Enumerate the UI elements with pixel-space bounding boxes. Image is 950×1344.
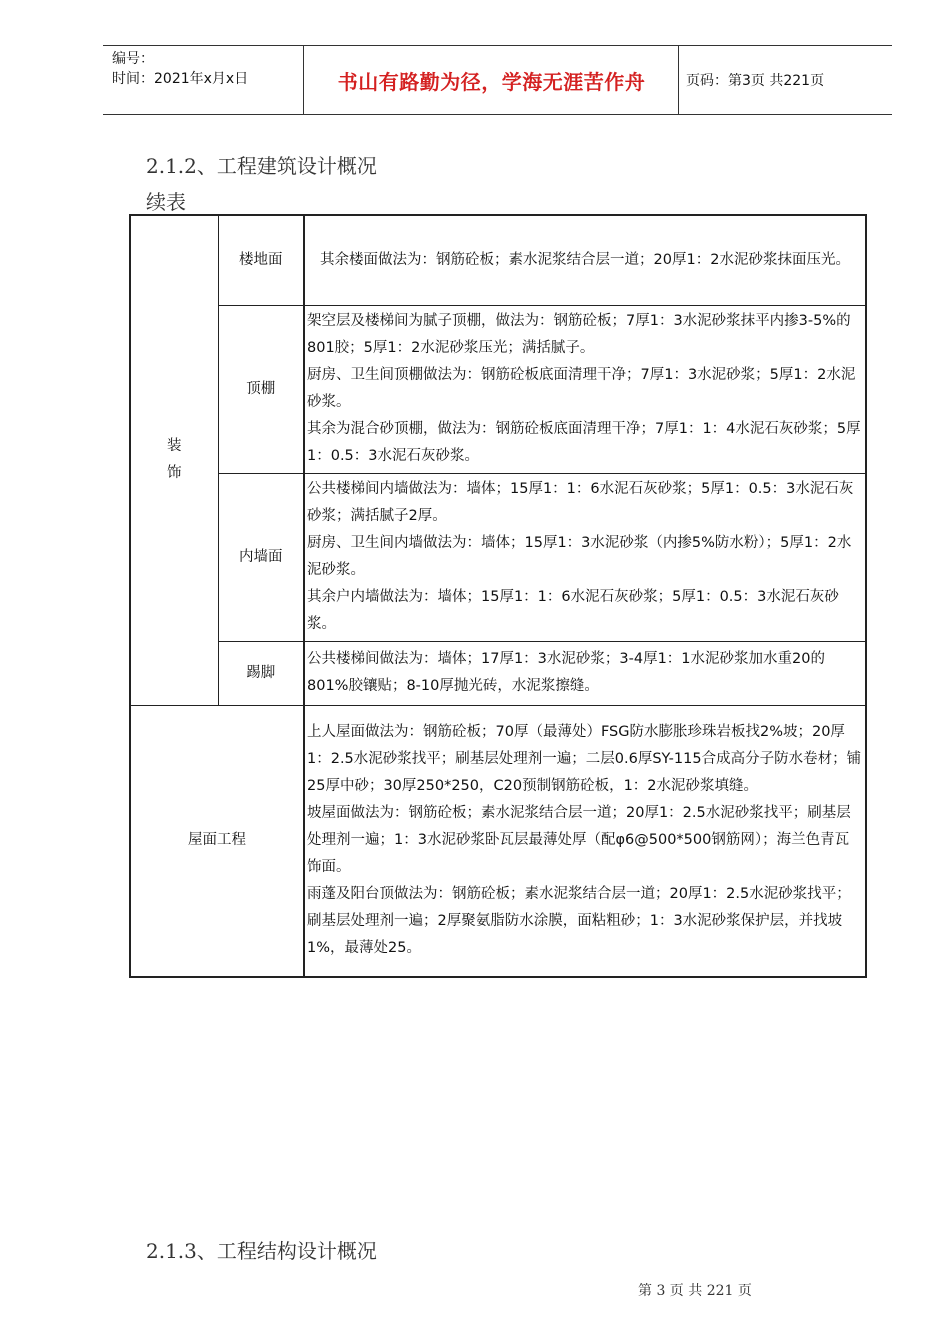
content-paragraph: 厨房、卫生间顶棚做法为：钢筋砼板底面清理干净；7厚1：3水泥砂浆；5厚1：2水泥砂浆。 xyxy=(307,367,856,410)
table-row xyxy=(130,305,866,473)
row-content xyxy=(304,641,866,705)
content-paragraph: 公共楼梯间做法为：墙体；17厚1：3水泥砂浆；3-4厚1：1水泥砂浆加水重20的801%胶镶贴；8-10厚抛光砖，水泥浆擦缝。 xyxy=(307,651,825,694)
continued-label: 续表 xyxy=(146,190,186,214)
row-content xyxy=(304,473,866,641)
content-paragraph: 公共楼梯间内墙做法为：墙体；15厚1：1：6水泥石灰砂浆；5厚1：0.5：3水泥石灰砂浆；满括腻子2厚。 xyxy=(307,481,854,524)
section-title-2-1-3: 2.1.3、工程结构设计概况 xyxy=(146,1239,377,1263)
row-label: 内墙面 xyxy=(218,473,304,641)
table-row xyxy=(130,705,866,977)
row-content xyxy=(304,705,866,977)
content-paragraph: 坡屋面做法为：钢筋砼板；素水泥浆结合层一道；20厚1：2.5水泥砂浆找平；刷基层处理剂一遍；1：3水泥砂浆卧瓦层最薄处厚（配φ6@500*500钢筋网）；海兰色青瓦饰面。 xyxy=(307,805,851,876)
row-label: 楼地面 xyxy=(218,215,304,305)
content-paragraph: 其余户内墙做法为：墙体；15厚1：1：6水泥石灰砂浆；5厚1：0.5：3水泥石灰砂浆。 xyxy=(307,589,839,632)
header-divider xyxy=(678,46,679,114)
architecture-table xyxy=(129,214,867,978)
header-motto: 书山有路勤为径，学海无涯苦作舟 xyxy=(337,69,646,94)
content-paragraph: 其余为混合砂顶棚，做法为：钢筋砼板底面清理干净；7厚1：1：4水泥石灰砂浆；5厚1：0.5：3水泥石灰砂浆。 xyxy=(307,421,861,464)
section-title-2-1-2: 2.1.2、工程建筑设计概况 xyxy=(146,154,377,178)
time-label: 时间：2021年x月x日 xyxy=(112,71,249,87)
content-paragraph: 架空层及楼梯间为腻子顶棚，做法为：钢筋砼板；7厚1：3水泥砂浆抹平内掺3-5%的801胶；5厚1：2水泥砂浆压光；满括腻子。 xyxy=(307,313,851,356)
page-header xyxy=(103,45,892,115)
row-content xyxy=(304,215,866,305)
table-row xyxy=(130,215,866,305)
content-paragraph: 上人屋面做法为：钢筋砼板；70厚（最薄处）FSG防水膨胀珍珠岩板找2%坡；20厚1：2.5水泥砂浆找平；刷基层处理剂一遍；二层0.6厚SY-115合成高分子防水卷材；铺25厚中砂；30厚250*250，C20预制钢筋砼板，1：2水泥砂浆填缝。 xyxy=(307,724,862,795)
table-row xyxy=(130,473,866,641)
decoration-group-label: 装饰 xyxy=(167,438,182,482)
header-divider xyxy=(303,46,304,114)
row-label: 顶棚 xyxy=(218,305,304,473)
row-content xyxy=(304,305,866,473)
page-footer: 第 3 页 共 221 页 xyxy=(638,1283,752,1299)
roof-label: 屋面工程 xyxy=(130,705,304,977)
content-paragraph: 其余楼面做法为：钢筋砼板；素水泥浆结合层一道；20厚1：2水泥砂浆抹面压光。 xyxy=(320,251,850,268)
header-left xyxy=(112,49,248,89)
decoration-group-cell xyxy=(130,215,218,705)
number-label: 编号： xyxy=(112,51,154,67)
content-paragraph: 雨蓬及阳台顶做法为：钢筋砼板；素水泥浆结合层一道；20厚1：2.5水泥砂浆找平；刷基层处理剂一遍；2厚聚氨脂防水涂膜，面粘粗砂；1：3水泥砂浆保护层，并找坡1%，最薄处25。 xyxy=(307,886,851,957)
row-label: 踢脚 xyxy=(218,641,304,705)
header-page-info: 页码：第3页 共221页 xyxy=(686,73,825,89)
table-row xyxy=(130,641,866,705)
content-paragraph: 厨房、卫生间内墙做法为：墙体；15厚1：3水泥砂浆（内掺5%防水粉）；5厚1：2水泥砂浆。 xyxy=(307,535,852,578)
